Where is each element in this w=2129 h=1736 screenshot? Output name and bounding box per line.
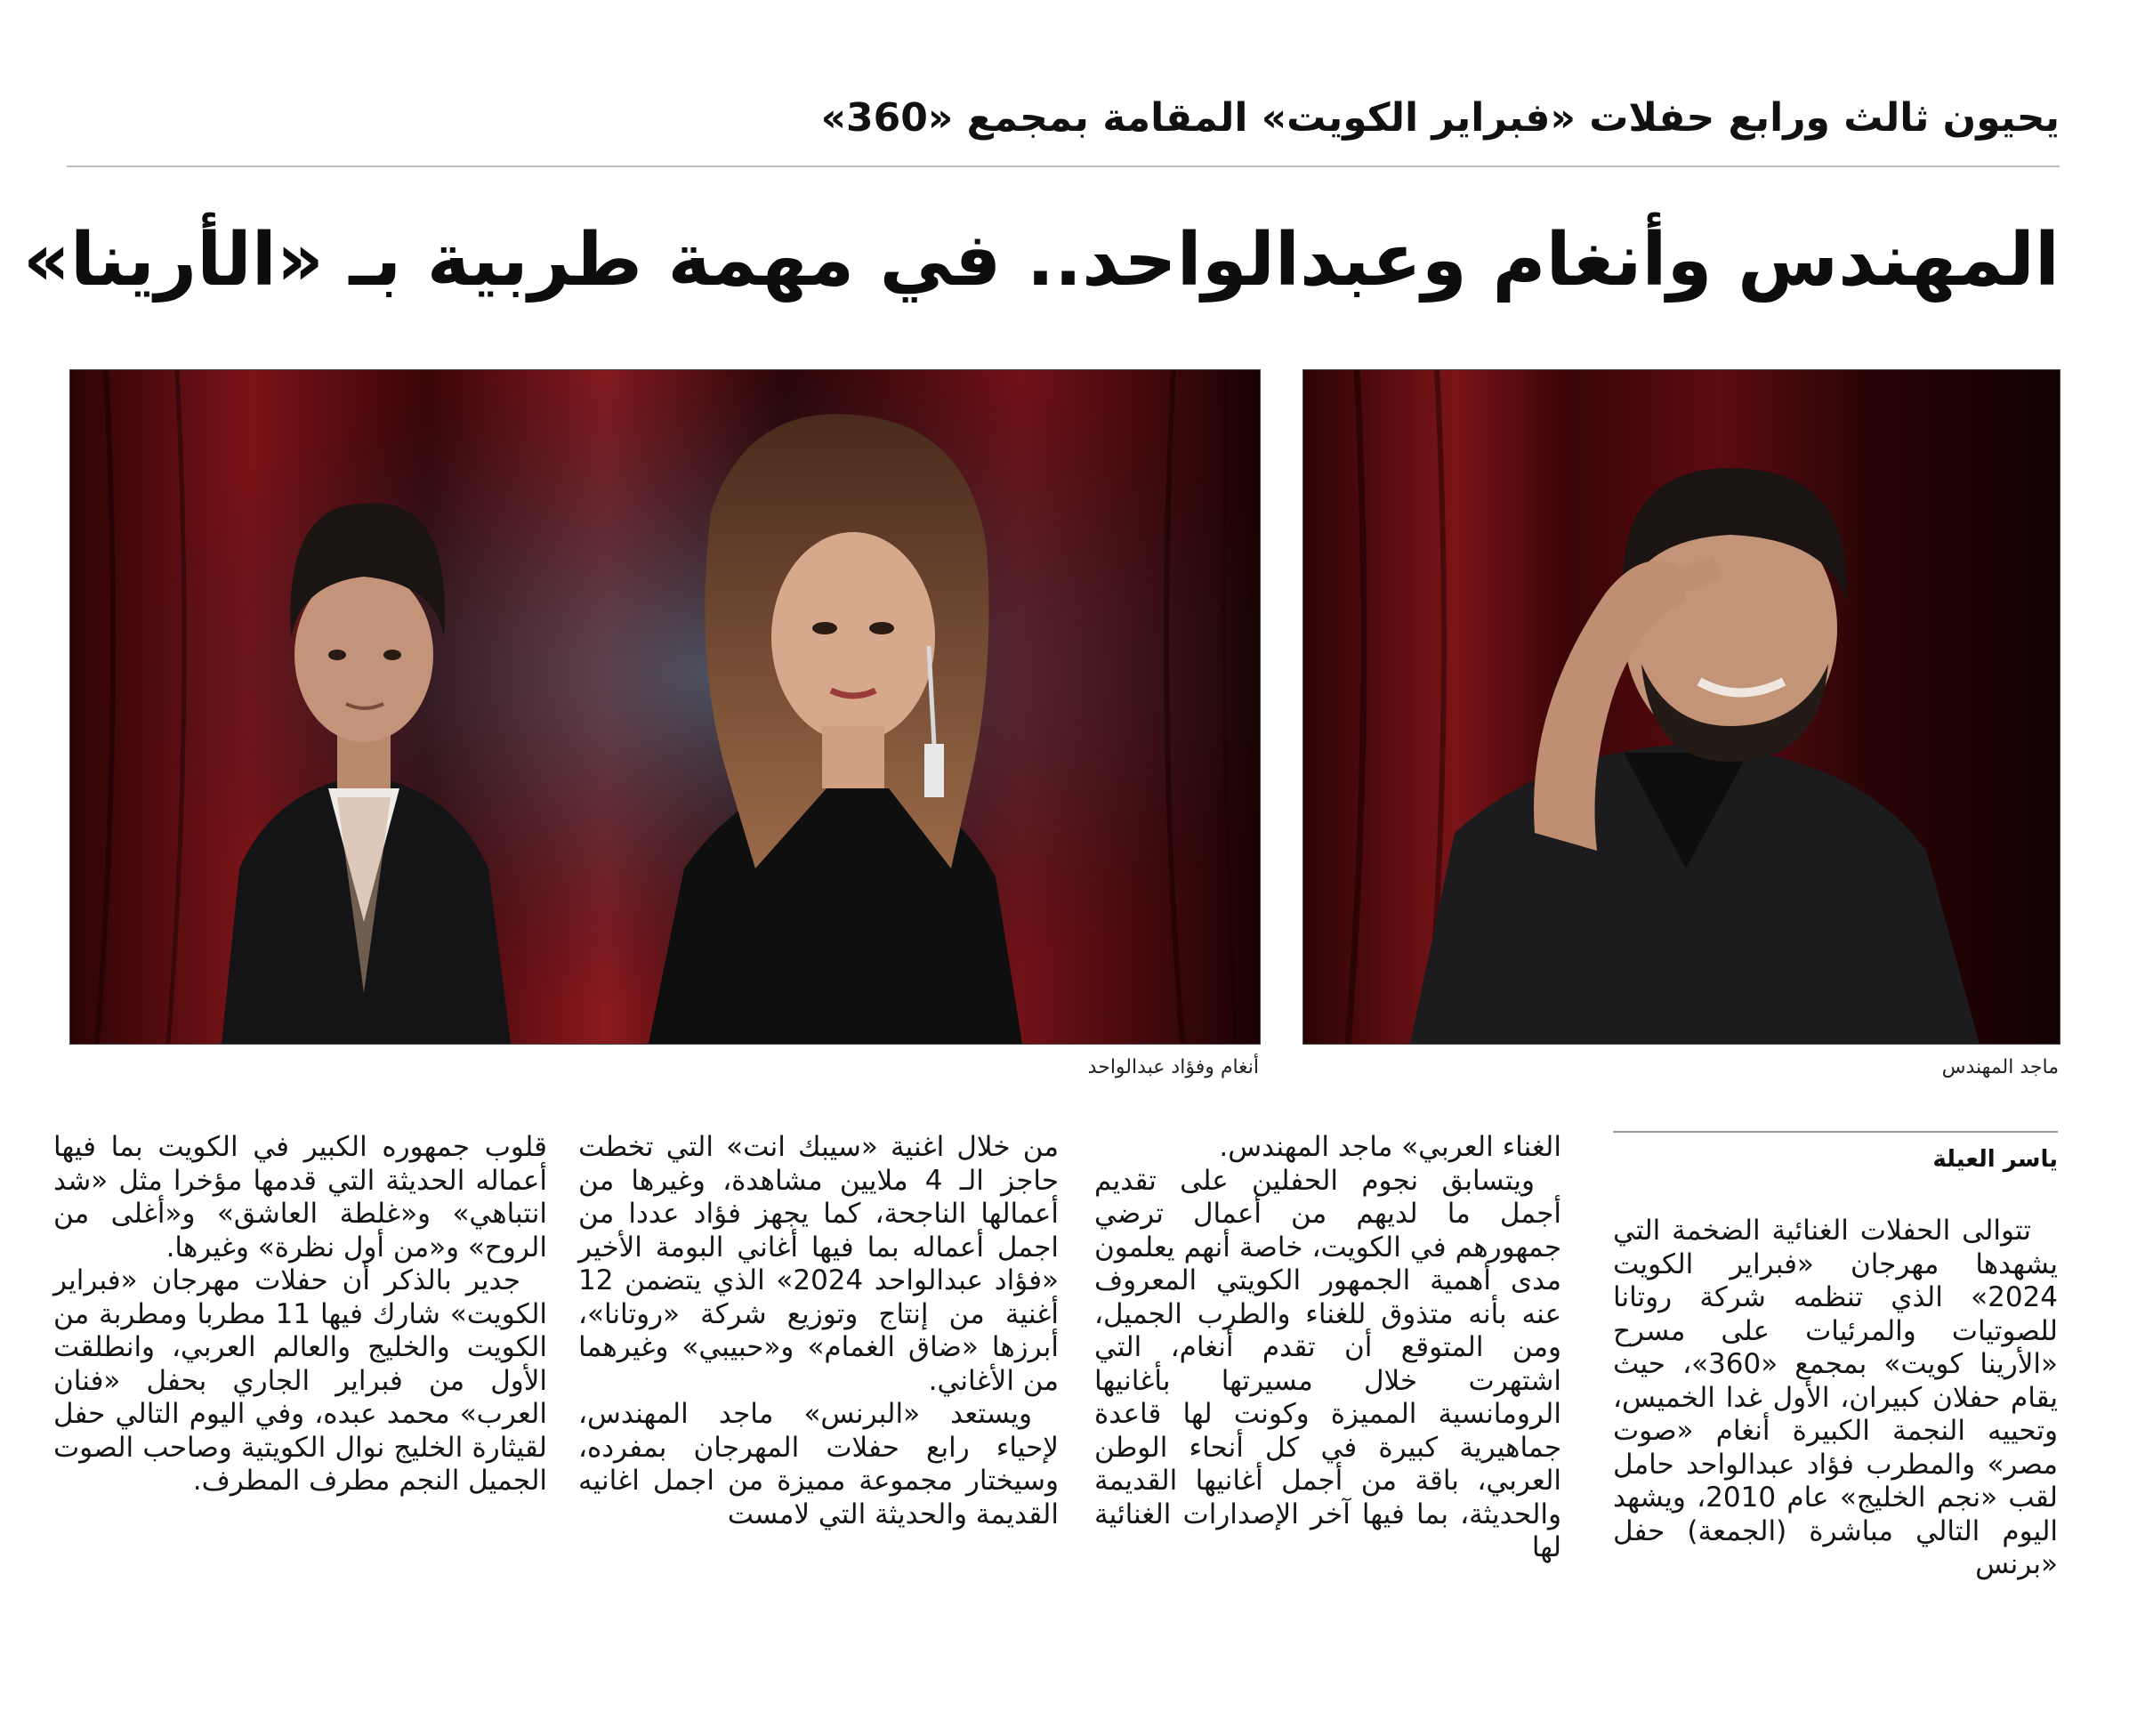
article-column-3 (578, 1131, 1059, 1686)
article-column-4 (53, 1131, 547, 1686)
paragraph: قلوب جمهوره الكبير في الكويت بما فيها أعماله الحديثة التي قدمها مؤخرا مثل «شد انتباهي» و«غلطة العاشق» و«أغلى من الروح» و«من أول نظرة» وغيرها. (53, 1131, 547, 1264)
paragraph: ويستعد «البرنس» ماجد المهندس، لإحياء رابع حفلات المهرجان بمفرده، وسيختار مجموعة مميزة من اجمل اغانيه القديمة والحديثة التي لامست (578, 1398, 1059, 1530)
divider (67, 166, 2060, 167)
photo-caption-right: ماجد المهندس (1941, 1056, 2059, 1078)
byline: ياسر العيلة (1932, 1146, 2058, 1173)
article-column-1 (1613, 1215, 2058, 1686)
photo-angham-fouad (69, 369, 1261, 1045)
paragraph: من خلال اغنية «سيبك انت» التي تخطت حاجز الـ 4 ملايين مشاهدة، وغيرها من أعمالها الناجحة، كما يجهز فؤاد عددا من اجمل أعماله بما فيها أغاني البومة الأخير «فؤاد عبدالواحد 2024» الذي يتضمن 12 أغنية من إنتاج وتوزيع شركة «روتانا»، أبرزها «ضاق الغمام» و«حبيبي» وغيرهما من الأغاني. (578, 1131, 1060, 1397)
photo-caption-left: أنغام وفؤاد عبدالواحد (1087, 1056, 1259, 1078)
paragraph: جدير بالذكر أن حفلات مهرجان «فبراير الكويت» شارك فيها 11 مطربا ومطربة من الكويت والخليج والعالم العربي، وانطلقت الأول من فبراير الجاري بحفل «فنان العرب» محمد عبده، وفي اليوم التالي حفل لقيثارة الخليج نوال الكويتية وصاحب الصوت الجميل النجم مطرف المطرف. (53, 1264, 547, 1497)
byline-rule (1613, 1131, 2058, 1133)
kicker: يحيون ثالث ورابع حفلات «فبراير الكويت» المقامة بمجمع «360» (820, 95, 2060, 141)
paragraph: ويتسابق نجوم الحفلين على تقديم أجمل ما لديهم من أعمال ترضي جمهورهم في الكويت، خاصة أنهم يعلمون مدى أهمية الجمهور الكويتي المعروف عنه بأنه متذوق للغناء والطرب الجميل، ومن المتوقع أن تقدم أنغام، التي اشتهرت خلال مسيرتها بأغانيها الرومانسية المميزة وكونت لها قاعدة جماهيرية كبيرة في كل أنحاء الوطن العربي، باقة من أجمل أغانيها القديمة والحديثة، بما فيها آخر الإصدارات الغنائية لها (1094, 1164, 1561, 1563)
article-column-2 (1094, 1131, 1561, 1686)
paragraph: تتوالى الحفلات الغنائية الضخمة التي يشهدها مهرجان «فبراير الكويت 2024» الذي تنظمه شركة روتانا للصوتيات والمرئيات على مسرح «الأرينا كويت» بمجمع «360»، حيث يقام حفلان كبيران، الأول غدا الخميس، وتحييه النجمة الكبيرة أنغام «صوت مصر» والمطرب فؤاد عبدالواحد حامل لقب «نجم الخليج» عام 2010، ويشهد اليوم التالي مباشرة (الجمعة) حفل «برنس (1613, 1215, 2058, 1580)
paragraph: الغناء العربي» ماجد المهندس. (1219, 1131, 1561, 1163)
photo-majid-almohandes (1302, 369, 2060, 1045)
headline: المهندس وأنغام وعبدالواحد.. في مهمة طربية بـ «الأرينا» (22, 218, 2060, 303)
